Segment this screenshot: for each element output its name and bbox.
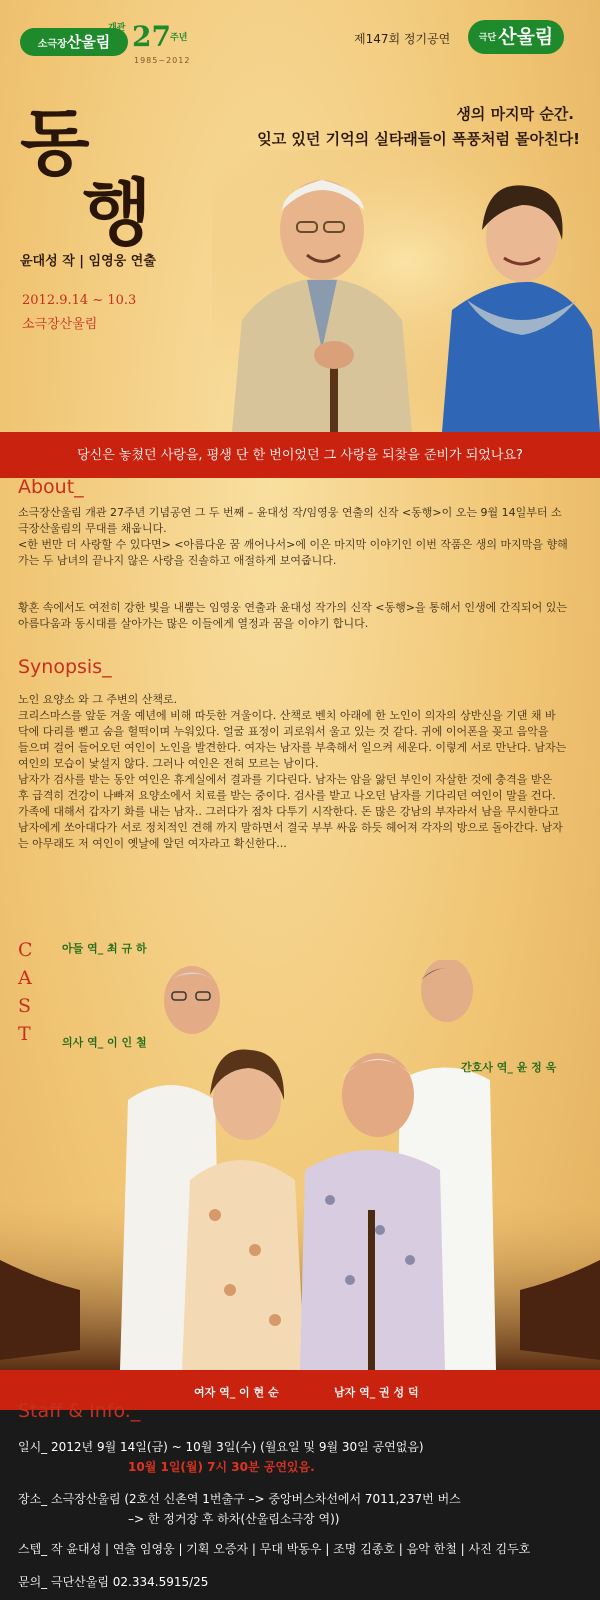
about-heading: About_ [18,476,84,498]
credits: 윤대성 작 | 임영웅 연출 [20,254,156,269]
poster-photo [212,150,600,432]
info-place-1: 장소_ 소극장산울림 (2호선 신촌역 1번출구 –> 중앙버스차선에서 7011,237번 버스 [18,1492,461,1506]
synopsis-heading: Synopsis_ [18,656,112,678]
tagline-line-1: 생의 마지막 순간. [456,105,574,123]
info-date: 일시_ 2012년 9월 14일(금) ~ 10월 3일(수) (월요일 및 9월 30일 공연없음) [18,1440,424,1454]
role-man: 남자 역_ 권 성 덕 [334,1386,419,1399]
tagline-line-2: 잊고 있던 기억의 실타래들이 폭풍처럼 몰아친다! [257,130,580,148]
role-doctor: 의사 역_ 이 인 철 [62,1036,147,1049]
role-woman: 여자 역_ 이 현 순 [194,1386,279,1399]
info-contact: 문의_ 극단산울림 02.334.5915/25 [18,1575,209,1589]
role-nurse: 간호사 역_ 윤 정 욱 [461,1061,557,1074]
title-char-1: 동 [20,100,90,185]
title-char-2: 행 [82,170,152,255]
role-son: 아들 역_ 최 규 하 [62,942,147,955]
theater-logo-pill: 소극장산울림 [20,28,128,56]
info-place-2: –> 한 정거장 후 하차(산울림소극장 역)) [128,1512,340,1526]
info-date-note: 10월 1일(월) 7시 30분 공연있음. [128,1460,315,1474]
performance-dates: 2012.9.14 ~ 10.3 [22,293,137,308]
staff-info-heading: Staff & Info._ [18,1400,141,1422]
cast-photo [0,960,600,1370]
regular-performance-label: 제147회 정기공연 [354,32,451,46]
cast-heading: C A S T [18,939,33,1045]
troupe-logo: 극단 산울림 [468,20,564,54]
synopsis-paragraph: 노인 요양소 와 그 주변의 산책로. 크리스마스를 앞둔 겨울 예년에 비해 따듯한 겨울이다. 산책로 벤치 아래에 한 노인이 의자의 상반신을 기댄 채 바 닥에 다리를 뻗고 숨을 헐떡이며 누워있다. 얼굴 표정이 괴로워서 울고 있는 것 같다. 귀에 이어폰을 꽂고 음악을 들으며 걸어 들어오던 여인이 노인을 발견한다. 여자는 남자를 부축해서 일으켜 세운다. 이렇게 서로 만난다. 남자는 여인의 모습이 낯설지 않다. 그러나 여인은 전혀 모르는 남이다. 남자가 검사를 받는 동안 여인은 휴게실에서 결과를 기다린다. 남자는 암을 앓던 부인이 자살한 것에 충격을 받은 후 급격히 건강이 나빠져 요양소에서 치료를 받는 중이다. 검사를 받고 나오던 남자를 기다리던 여인이 말을 건다. 가족에 대해서 갑자기 화를 내는 남자.. 그러다가 점차 다투기 시작한다. 돈 많은 강남의 부자라서 남을 무시한다고 남자에게 쏘아대다가 서로 정치적인 견해 까지 말하면서 결국 부부 싸움 하듯 헤어져 각자의 방으로 돌아간다. 남자 는 아무래도 저 여인이 옛날에 알던 여자라고 확신한다... [18,693,567,850]
venue: 소극장산울림 [22,317,98,332]
info-staff: 스텝_ 작 윤대성 | 연출 임영웅 | 기획 오증자 | 무대 박동우 | 조명 김종호 | 음악 한철 | 사진 김두호 [18,1542,531,1556]
about-paragraph-1: 소극장산울림 개관 27주년 기념공연 그 두 번째 – 윤대성 작/임영웅 연출의 신작 <동행>이 오는 9월 14일부터 소 극장산울림의 무대를 채웁니다. <한 번만 더 사랑할 수 있다면> <아름다운 꿈 깨어나서>에 이은 마지막 이야기인 이번 작품은 생의 마지막을 향해 가는 두 남녀의 끝나지 않은 사랑을 진솔하고 애절하게 보여줍니다. [18,506,568,567]
theater-logo: 소극장산울림 개관 27 주년 1985~2012 [20,20,190,68]
about-paragraph-2: 황혼 속에서도 여전히 강한 빛을 내뿜는 임영웅 연출과 윤대성 작가의 신작 <동행>을 통해서 인생에 간직되어 있는 아름다움과 동시대를 살아가는 많은 이들에게 열정과 꿈을 이야기 합니다. [18,601,568,630]
banner-text: 당신은 놓쳤던 사랑을, 평생 단 한 번이었던 그 사랑을 되찾을 준비가 되었나요? [77,448,523,463]
